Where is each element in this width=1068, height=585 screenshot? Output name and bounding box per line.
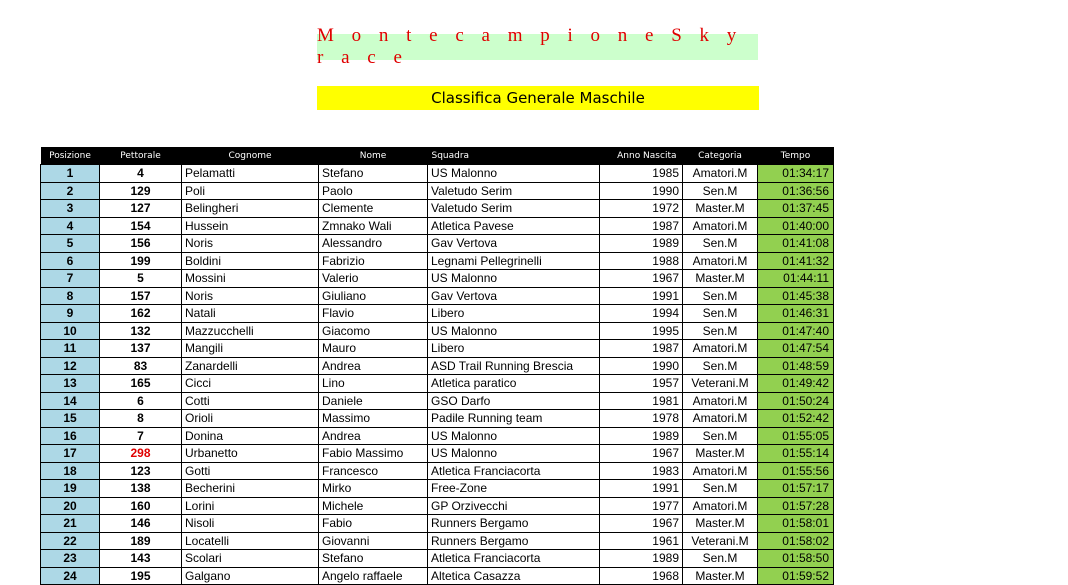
cell-cognome: Nisoli — [182, 515, 319, 533]
cell-cognome: Boldini — [182, 252, 319, 270]
cell-squadra: Libero — [428, 340, 600, 358]
cell-nome: Mirko — [319, 480, 428, 498]
cell-position: 7 — [41, 270, 100, 288]
col-header-nome: Nome — [319, 147, 428, 165]
cell-categoria: Veterani.M — [683, 532, 758, 550]
cell-cognome: Lorini — [182, 497, 319, 515]
cell-cognome: Mangili — [182, 340, 319, 358]
cell-cognome: Mossini — [182, 270, 319, 288]
cell-bib: 143 — [100, 550, 182, 568]
cell-bib: 199 — [100, 252, 182, 270]
table-row — [41, 270, 834, 288]
cell-squadra: Gav Vertova — [428, 287, 600, 305]
table-row — [41, 445, 834, 463]
cell-position: 23 — [41, 550, 100, 568]
cell-position: 5 — [41, 235, 100, 253]
cell-anno: 1991 — [600, 480, 683, 498]
cell-nome: Stefano — [319, 165, 428, 183]
cell-tempo: 01:48:59 — [758, 357, 834, 375]
cell-anno: 1989 — [600, 427, 683, 445]
cell-tempo: 01:59:52 — [758, 567, 834, 585]
cell-anno: 1978 — [600, 410, 683, 428]
cell-anno: 1972 — [600, 200, 683, 218]
ranking-subtitle: Classifica Generale Maschile — [317, 86, 759, 110]
cell-categoria: Sen.M — [683, 357, 758, 375]
cell-position: 12 — [41, 357, 100, 375]
cell-categoria: Sen.M — [683, 235, 758, 253]
cell-tempo: 01:34:17 — [758, 165, 834, 183]
cell-cognome: Locatelli — [182, 532, 319, 550]
cell-bib: 8 — [100, 410, 182, 428]
cell-tempo: 01:37:45 — [758, 200, 834, 218]
cell-squadra: Runners Bergamo — [428, 532, 600, 550]
cell-nome: Flavio — [319, 305, 428, 323]
cell-bib: 6 — [100, 392, 182, 410]
cell-nome: Alessandro — [319, 235, 428, 253]
table-row — [41, 532, 834, 550]
cell-position: 16 — [41, 427, 100, 445]
cell-cognome: Gotti — [182, 462, 319, 480]
cell-cognome: Orioli — [182, 410, 319, 428]
cell-anno: 1990 — [600, 182, 683, 200]
col-header-cognome: Cognome — [182, 147, 319, 165]
cell-position: 10 — [41, 322, 100, 340]
cell-cognome: Hussein — [182, 217, 319, 235]
cell-anno: 1989 — [600, 550, 683, 568]
col-header-posizione: Posizione — [41, 147, 100, 165]
cell-bib: 83 — [100, 357, 182, 375]
cell-nome: Giacomo — [319, 322, 428, 340]
cell-position: 14 — [41, 392, 100, 410]
table-row — [41, 182, 834, 200]
cell-tempo: 01:58:02 — [758, 532, 834, 550]
cell-nome: Stefano — [319, 550, 428, 568]
cell-bib: 165 — [100, 375, 182, 393]
cell-categoria: Amatori.M — [683, 410, 758, 428]
race-title: M o n t e c a m p i o n e S k y r a c e — [317, 34, 758, 60]
cell-bib: 154 — [100, 217, 182, 235]
cell-squadra: Altetica Casazza — [428, 567, 600, 585]
cell-categoria: Sen.M — [683, 427, 758, 445]
cell-position: 3 — [41, 200, 100, 218]
cell-anno: 1961 — [600, 532, 683, 550]
cell-tempo: 01:55:14 — [758, 445, 834, 463]
cell-nome: Fabio Massimo — [319, 445, 428, 463]
cell-nome: Fabrizio — [319, 252, 428, 270]
cell-position: 13 — [41, 375, 100, 393]
cell-squadra: US Malonno — [428, 270, 600, 288]
cell-anno: 1981 — [600, 392, 683, 410]
cell-anno: 1968 — [600, 567, 683, 585]
cell-tempo: 01:46:31 — [758, 305, 834, 323]
cell-cognome: Donina — [182, 427, 319, 445]
cell-categoria: Amatori.M — [683, 392, 758, 410]
cell-squadra: Atletica Franciacorta — [428, 462, 600, 480]
cell-bib: 195 — [100, 567, 182, 585]
cell-position: 6 — [41, 252, 100, 270]
cell-tempo: 01:55:05 — [758, 427, 834, 445]
table-row — [41, 340, 834, 358]
cell-tempo: 01:47:54 — [758, 340, 834, 358]
cell-cognome: Becherini — [182, 480, 319, 498]
cell-anno: 1989 — [600, 235, 683, 253]
cell-categoria: Amatori.M — [683, 340, 758, 358]
cell-nome: Clemente — [319, 200, 428, 218]
cell-cognome: Pelamatti — [182, 165, 319, 183]
cell-nome: Giuliano — [319, 287, 428, 305]
cell-categoria: Master.M — [683, 445, 758, 463]
cell-categoria: Amatori.M — [683, 217, 758, 235]
cell-tempo: 01:41:32 — [758, 252, 834, 270]
cell-tempo: 01:45:38 — [758, 287, 834, 305]
cell-squadra: Valetudo Serim — [428, 182, 600, 200]
cell-position: 1 — [41, 165, 100, 183]
cell-squadra: Libero — [428, 305, 600, 323]
cell-squadra: Atletica Pavese — [428, 217, 600, 235]
cell-bib: 157 — [100, 287, 182, 305]
cell-categoria: Sen.M — [683, 182, 758, 200]
table-row — [41, 462, 834, 480]
cell-position: 24 — [41, 567, 100, 585]
cell-tempo: 01:57:17 — [758, 480, 834, 498]
cell-tempo: 01:58:50 — [758, 550, 834, 568]
cell-categoria: Master.M — [683, 270, 758, 288]
cell-tempo: 01:44:11 — [758, 270, 834, 288]
cell-bib: 189 — [100, 532, 182, 550]
col-header-categoria: Categoria — [683, 147, 758, 165]
header-row — [41, 147, 834, 165]
cell-categoria: Amatori.M — [683, 165, 758, 183]
cell-cognome: Urbanetto — [182, 445, 319, 463]
col-header-pettorale: Pettorale — [100, 147, 182, 165]
cell-cognome: Cotti — [182, 392, 319, 410]
cell-categoria: Sen.M — [683, 550, 758, 568]
cell-anno: 1985 — [600, 165, 683, 183]
cell-tempo: 01:50:24 — [758, 392, 834, 410]
cell-categoria: Sen.M — [683, 480, 758, 498]
cell-squadra: US Malonno — [428, 165, 600, 183]
cell-nome: Francesco — [319, 462, 428, 480]
cell-position: 20 — [41, 497, 100, 515]
table-row — [41, 217, 834, 235]
cell-squadra: Padile Running team — [428, 410, 600, 428]
cell-bib: 298 — [100, 445, 182, 463]
cell-cognome: Poli — [182, 182, 319, 200]
cell-anno: 1991 — [600, 287, 683, 305]
cell-nome: Andrea — [319, 357, 428, 375]
cell-cognome: Noris — [182, 287, 319, 305]
cell-position: 22 — [41, 532, 100, 550]
cell-squadra: Atletica Franciacorta — [428, 550, 600, 568]
cell-bib: 129 — [100, 182, 182, 200]
cell-categoria: Master.M — [683, 515, 758, 533]
cell-categoria: Amatori.M — [683, 462, 758, 480]
cell-position: 15 — [41, 410, 100, 428]
cell-squadra: ASD Trail Running Brescia — [428, 357, 600, 375]
table-row — [41, 235, 834, 253]
table-row — [41, 322, 834, 340]
cell-cognome: Scolari — [182, 550, 319, 568]
cell-anno: 1977 — [600, 497, 683, 515]
cell-cognome: Natali — [182, 305, 319, 323]
cell-cognome: Cicci — [182, 375, 319, 393]
table-row — [41, 305, 834, 323]
cell-position: 8 — [41, 287, 100, 305]
cell-anno: 1987 — [600, 217, 683, 235]
cell-bib: 160 — [100, 497, 182, 515]
cell-anno: 1967 — [600, 515, 683, 533]
results-body — [41, 165, 834, 585]
cell-bib: 156 — [100, 235, 182, 253]
cell-nome: Angelo raffaele — [319, 567, 428, 585]
cell-cognome: Belingheri — [182, 200, 319, 218]
cell-squadra: Valetudo Serim — [428, 200, 600, 218]
table-row — [41, 497, 834, 515]
cell-cognome: Galgano — [182, 567, 319, 585]
cell-anno: 1987 — [600, 340, 683, 358]
cell-tempo: 01:40:00 — [758, 217, 834, 235]
cell-position: 21 — [41, 515, 100, 533]
cell-nome: Paolo — [319, 182, 428, 200]
table-row — [41, 200, 834, 218]
cell-bib: 138 — [100, 480, 182, 498]
cell-tempo: 01:57:28 — [758, 497, 834, 515]
cell-bib: 146 — [100, 515, 182, 533]
cell-squadra: Legnami Pellegrinelli — [428, 252, 600, 270]
cell-squadra: US Malonno — [428, 445, 600, 463]
cell-bib: 4 — [100, 165, 182, 183]
cell-bib: 5 — [100, 270, 182, 288]
table-row — [41, 410, 834, 428]
col-header-anno-nascita: Anno Nascita — [600, 147, 683, 165]
table-row — [41, 550, 834, 568]
cell-bib: 137 — [100, 340, 182, 358]
table-row — [41, 375, 834, 393]
table-row — [41, 392, 834, 410]
cell-nome: Zmnako Wali — [319, 217, 428, 235]
cell-nome: Massimo — [319, 410, 428, 428]
col-header-squadra: Squadra — [428, 147, 600, 165]
table-row — [41, 165, 834, 183]
cell-categoria: Amatori.M — [683, 252, 758, 270]
cell-cognome: Zanardelli — [182, 357, 319, 375]
cell-bib: 162 — [100, 305, 182, 323]
table-row — [41, 427, 834, 445]
cell-position: 17 — [41, 445, 100, 463]
cell-tempo: 01:41:08 — [758, 235, 834, 253]
cell-categoria: Master.M — [683, 200, 758, 218]
cell-position: 9 — [41, 305, 100, 323]
cell-position: 2 — [41, 182, 100, 200]
cell-anno: 1990 — [600, 357, 683, 375]
cell-nome: Valerio — [319, 270, 428, 288]
cell-categoria: Sen.M — [683, 322, 758, 340]
cell-position: 11 — [41, 340, 100, 358]
cell-bib: 127 — [100, 200, 182, 218]
cell-squadra: Runners Bergamo — [428, 515, 600, 533]
cell-nome: Lino — [319, 375, 428, 393]
cell-tempo: 01:36:56 — [758, 182, 834, 200]
results-table — [40, 147, 834, 585]
table-row — [41, 515, 834, 533]
cell-nome: Daniele — [319, 392, 428, 410]
cell-tempo: 01:47:40 — [758, 322, 834, 340]
cell-nome: Michele — [319, 497, 428, 515]
table-row — [41, 287, 834, 305]
cell-bib: 7 — [100, 427, 182, 445]
cell-categoria: Veterani.M — [683, 375, 758, 393]
cell-categoria: Master.M — [683, 567, 758, 585]
cell-bib: 132 — [100, 322, 182, 340]
cell-anno: 1988 — [600, 252, 683, 270]
cell-squadra: GSO Darfo — [428, 392, 600, 410]
cell-bib: 123 — [100, 462, 182, 480]
cell-anno: 1967 — [600, 445, 683, 463]
cell-categoria: Sen.M — [683, 287, 758, 305]
cell-categoria: Amatori.M — [683, 497, 758, 515]
cell-anno: 1994 — [600, 305, 683, 323]
cell-cognome: Mazzucchelli — [182, 322, 319, 340]
cell-tempo: 01:52:42 — [758, 410, 834, 428]
cell-cognome: Noris — [182, 235, 319, 253]
cell-anno: 1967 — [600, 270, 683, 288]
cell-tempo: 01:55:56 — [758, 462, 834, 480]
cell-squadra: Atletica paratico — [428, 375, 600, 393]
table-row — [41, 567, 834, 585]
cell-anno: 1983 — [600, 462, 683, 480]
cell-position: 4 — [41, 217, 100, 235]
cell-squadra: US Malonno — [428, 427, 600, 445]
cell-tempo: 01:49:42 — [758, 375, 834, 393]
cell-squadra: GP Orzivecchi — [428, 497, 600, 515]
cell-anno: 1995 — [600, 322, 683, 340]
cell-squadra: Gav Vertova — [428, 235, 600, 253]
cell-squadra: Free-Zone — [428, 480, 600, 498]
cell-categoria: Sen.M — [683, 305, 758, 323]
cell-position: 18 — [41, 462, 100, 480]
table-row — [41, 252, 834, 270]
cell-anno: 1957 — [600, 375, 683, 393]
cell-nome: Fabio — [319, 515, 428, 533]
col-header-tempo: Tempo — [758, 147, 834, 165]
cell-nome: Giovanni — [319, 532, 428, 550]
table-row — [41, 357, 834, 375]
cell-squadra: US Malonno — [428, 322, 600, 340]
table-row — [41, 480, 834, 498]
cell-position: 19 — [41, 480, 100, 498]
cell-nome: Andrea — [319, 427, 428, 445]
cell-nome: Mauro — [319, 340, 428, 358]
cell-tempo: 01:58:01 — [758, 515, 834, 533]
